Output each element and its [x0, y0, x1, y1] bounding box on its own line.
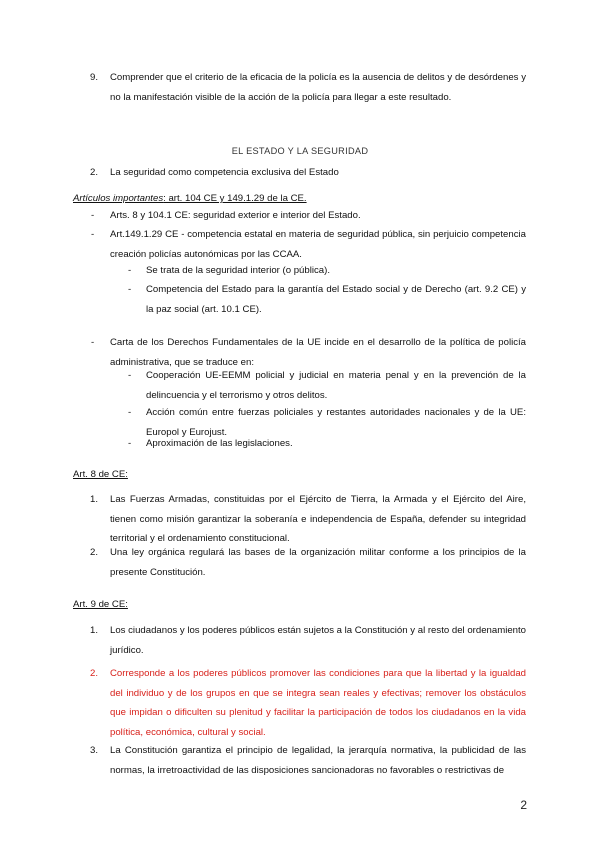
- sub-bullet-aproximacion: Aproximación de las legislaciones.: [146, 438, 293, 449]
- sub-bullet-dash: -: [128, 265, 132, 276]
- bullet-carta-derechos: Carta de los Derechos Fundamentales de la UE incide en el desarrollo de la política de policía administrativa, que se traduce en:: [110, 337, 526, 368]
- bullet-art-149: Art.149.1.29 CE - competencia estatal en materia de seguridad pública, sin perjuicio competencia creación policías autonómicas por las CCAA.: [110, 229, 526, 260]
- art-9-paragraph-3: La Constitución garantiza el principio de legalidad, la jerarquía normativa, la publicidad de las normas, la irretroactividad de las disposiciones sancionadoras no favorables o restrictivas de: [110, 745, 526, 776]
- art-8-paragraph-2: Una ley orgánica regulará las bases de la organización militar conforme a los principios de la presente Constitución.: [110, 547, 526, 578]
- item-number: 2.: [90, 668, 99, 679]
- art-9-heading: Art. 9 de CE:: [73, 599, 128, 610]
- bullet-dash: -: [91, 210, 95, 221]
- bullet-dash: -: [91, 229, 95, 240]
- art-8-paragraph-1: Las Fuerzas Armadas, constituidas por el Ejército de Tierra, la Armada y el Ejército del Aire, tienen como misión garantizar la soberanía e independencia de España, defender su integridad territorial y el ordenamiento constitucional.: [110, 494, 526, 544]
- sub-bullet-seguridad-interior: Se trata de la seguridad interior (o pública).: [146, 265, 330, 276]
- item-number: 1.: [90, 625, 99, 636]
- sub-bullet-competencia-estado: Competencia del Estado para la garantía del Estado social y de Derecho (art. 9.2 CE) y la paz social (art. 10.1 CE).: [146, 284, 526, 315]
- page-number: 2: [520, 798, 527, 812]
- art-9-paragraph-2-highlighted: Corresponde a los poderes públicos promover las condiciones para que la libertad y la igualdad del individuo y de los grupos en que se integra sean reales y efectivas; remover los obstáculos que impidan o dificulten su plenitud y facilitar la participación de todos los ciudadanos en la vida política, económica, cultural y social.: [110, 668, 526, 738]
- item-number: 1.: [90, 494, 99, 505]
- item-9-text: Comprender que el criterio de la eficacia de la policía es la ausencia de delitos y de desórdenes y no la manifestación visible de la acción de la policía para llegar a este resultado.: [110, 72, 526, 103]
- art-8-heading: Art. 8 de CE:: [73, 469, 128, 480]
- item-number: 3.: [90, 745, 99, 756]
- bullet-dash: -: [91, 337, 95, 348]
- item-number: 2.: [90, 167, 99, 178]
- sub-bullet-dash: -: [128, 407, 132, 418]
- bullet-arts-8-104: Arts. 8 y 104.1 CE: seguridad exterior e interior del Estado.: [110, 210, 361, 221]
- articulos-rest: : art. 104 CE y 149.1.29 de la CE.: [163, 193, 307, 204]
- item-number: 2.: [90, 547, 99, 558]
- sub-bullet-dash: -: [128, 438, 132, 449]
- art-9-paragraph-1: Los ciudadanos y los poderes públicos están sujetos a la Constitución y al resto del ordenamiento jurídico.: [110, 625, 526, 656]
- articulos-label: Artículos importantes: [73, 193, 164, 204]
- item-number: 9.: [90, 72, 99, 83]
- sub-bullet-dash: -: [128, 370, 132, 381]
- item-2-text: La seguridad como competencia exclusiva del Estado: [110, 167, 339, 178]
- section-title: EL ESTADO Y LA SEGURIDAD: [231, 146, 369, 156]
- sub-bullet-dash: -: [128, 284, 132, 295]
- sub-bullet-cooperacion: Cooperación UE-EEMM policial y judicial en materia penal y en la prevención de la delincuencia y el terrorismo y otros delitos.: [146, 370, 526, 401]
- sub-bullet-accion-comun: Acción común entre fuerzas policiales y restantes autoridades nacionales y de la UE: Europol y Eurojust.: [146, 407, 526, 438]
- articulos-importantes-heading: [73, 192, 533, 206]
